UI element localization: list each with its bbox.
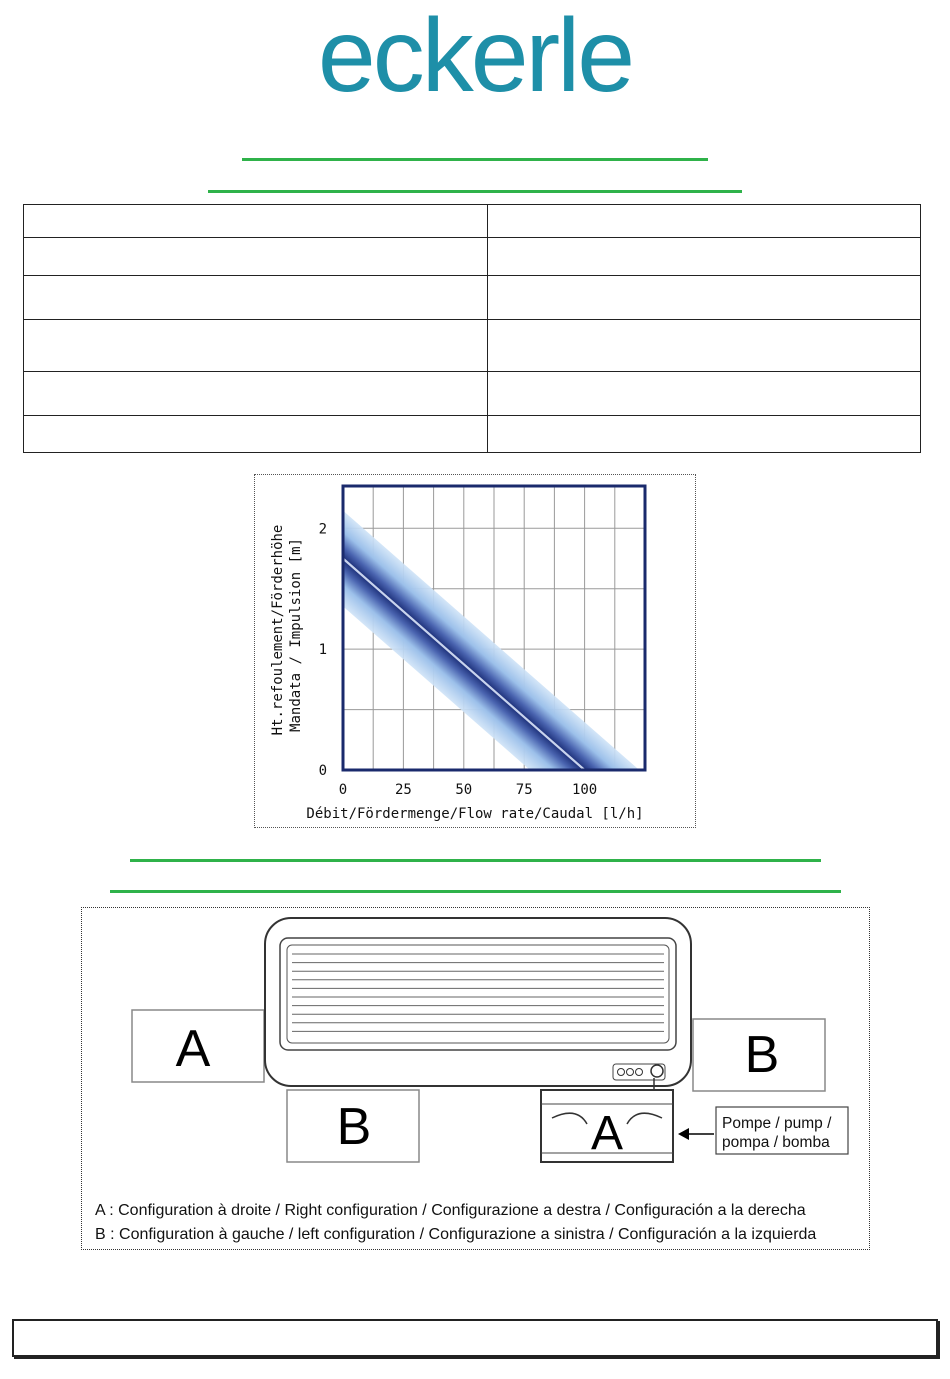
y-tick-label: 1 — [318, 642, 327, 659]
label-a-pump: A — [590, 1107, 624, 1160]
table-cell — [488, 416, 921, 453]
config-b-legend: B : Configuration à gauche / left configuration / Configurazione a sinistra / Configuración a la izquierda — [95, 1226, 817, 1243]
section-divider-4 — [110, 890, 841, 893]
x-tick-label: 25 — [394, 782, 412, 798]
table-row — [24, 205, 921, 238]
table-cell — [488, 276, 921, 320]
spec-table — [23, 204, 921, 453]
pump-label-line2: pompa / bomba — [722, 1134, 830, 1151]
brand-logo: eckerle — [317, 0, 633, 114]
table-row — [24, 238, 921, 276]
table-row — [24, 276, 921, 320]
arrow-left-icon — [678, 1128, 689, 1140]
table-cell — [488, 205, 921, 238]
table-cell — [24, 372, 488, 416]
y-axis-ticks — [319, 521, 327, 779]
indoor-unit — [265, 918, 691, 1086]
section-divider-1 — [242, 158, 708, 161]
chart-container — [254, 474, 696, 828]
indoor-unit-grille-inner — [287, 945, 669, 1043]
x-tick-label: 100 — [571, 782, 598, 798]
unit-diagram — [82, 908, 871, 1251]
section-divider-2 — [208, 190, 742, 193]
y-axis-label-line2: Mandata / Impulsion [m] — [288, 538, 304, 732]
table-cell — [24, 320, 488, 372]
configuration-diagram — [81, 907, 870, 1250]
x-tick-label: 0 — [338, 782, 348, 798]
table-cell — [24, 205, 488, 238]
x-tick-label: 50 — [455, 782, 473, 798]
config-a-legend: A : Configuration à droite / Right configuration / Configurazione a destra / Configuración a la derecha — [95, 1202, 806, 1219]
x-axis-ticks — [339, 782, 597, 798]
indicator-led-icon — [627, 1069, 634, 1076]
indicator-led-icon — [618, 1069, 625, 1076]
x-axis-label: Débit/Fördermenge/Flow rate/Caudal [l/h] — [306, 806, 644, 822]
table-cell — [24, 238, 488, 276]
pump-curve-chart — [255, 475, 697, 829]
footer-box — [12, 1319, 938, 1357]
label-b-bottom: B — [336, 1098, 372, 1156]
pump-unit — [541, 1078, 673, 1162]
y-tick-label: 0 — [318, 763, 327, 779]
table-row — [24, 416, 921, 453]
pump-label-line1: Pompe / pump / — [722, 1115, 832, 1132]
power-knob-icon — [651, 1065, 663, 1077]
table-row — [24, 320, 921, 372]
table-row — [24, 372, 921, 416]
section-divider-3 — [130, 859, 821, 862]
table-cell — [488, 320, 921, 372]
table-cell — [24, 276, 488, 320]
x-tick-label: 75 — [515, 782, 533, 798]
label-a-left: A — [175, 1020, 211, 1078]
table-cell — [24, 416, 488, 453]
table-cell — [488, 372, 921, 416]
y-tick-label: 2 — [318, 521, 327, 538]
table-cell — [488, 238, 921, 276]
y-axis-label-line1: Ht.refoulement/Förderhöhe — [270, 524, 286, 736]
label-b-right: B — [744, 1026, 780, 1084]
indicator-led-icon — [636, 1069, 643, 1076]
